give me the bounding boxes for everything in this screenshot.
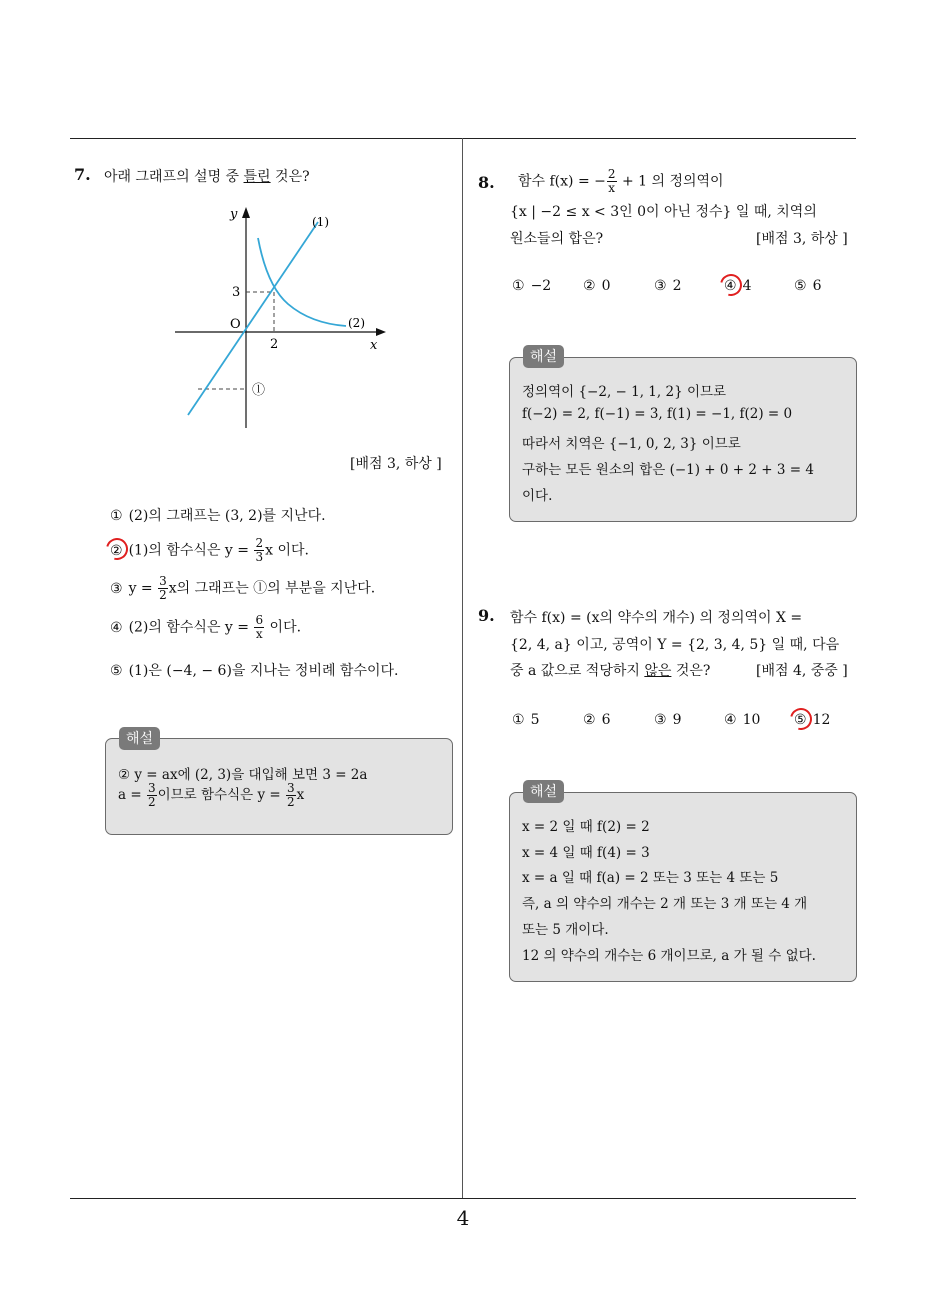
choice-mark: ③ bbox=[654, 278, 667, 294]
choice-text: 9 bbox=[672, 712, 682, 728]
curve-2-label: (2) bbox=[348, 316, 365, 330]
y-axis-arrow-icon bbox=[242, 207, 250, 218]
tick-label-2: 2 bbox=[270, 337, 279, 352]
q9-choice-1[interactable] bbox=[512, 712, 539, 728]
q7-meta: [배점 3, 하상 ] bbox=[350, 456, 442, 472]
q9-solution-line-6: 12 의 약수의 개수는 6 개이므로, a 가 될 수 없다. bbox=[522, 948, 816, 964]
q9-line-1: 함수 f(x) = (x의 약수의 개수) 의 정의역이 X = bbox=[510, 610, 803, 626]
choice-text: 2 bbox=[672, 278, 682, 294]
choice-text-pre: (2)의 함수식은 y = bbox=[128, 619, 254, 636]
choice-mark: ② bbox=[583, 278, 596, 294]
q9-solution-tag: 해설 bbox=[523, 780, 564, 803]
choice-mark: ④ bbox=[724, 278, 737, 294]
choice-text-pre: y = bbox=[128, 580, 158, 597]
choice-text-post: 이다. bbox=[265, 619, 302, 636]
y-axis-label: y bbox=[230, 207, 238, 222]
choice-text: 10 bbox=[742, 712, 761, 728]
choice-text: (1)은 (−4, − 6)을 지나는 정비례 함수이다. bbox=[128, 663, 399, 679]
q7-choice-2[interactable] bbox=[110, 537, 309, 564]
choice-text: −2 bbox=[530, 278, 552, 294]
q7-choice-3[interactable] bbox=[110, 575, 375, 602]
frac-den: 2 bbox=[286, 795, 295, 809]
q9-solution-line-5: 또는 5 개이다. bbox=[522, 922, 609, 938]
q7-solution-line-2 bbox=[118, 782, 304, 809]
frac-den: 3 bbox=[255, 550, 264, 564]
choice-mark: ⑤ bbox=[794, 278, 807, 294]
fraction bbox=[147, 782, 157, 809]
q8-solution-line-4: 구하는 모든 원소의 합은 (−1) + 0 + 2 + 3 = 4 bbox=[522, 462, 814, 478]
q7-choice-5[interactable] bbox=[110, 660, 398, 680]
q9-solution-line-2: x = 4 일 때 f(4) = 3 bbox=[522, 845, 650, 861]
frac-num: 2 bbox=[255, 536, 264, 550]
question-9-number: 9. bbox=[478, 606, 495, 625]
q7-graph bbox=[170, 200, 400, 435]
frac-num: 3 bbox=[159, 574, 167, 588]
question-7-stem bbox=[104, 166, 310, 186]
top-rule bbox=[70, 138, 856, 139]
fraction bbox=[254, 537, 264, 564]
fraction bbox=[158, 575, 168, 602]
q8-solution-line-3: 따라서 치역은 {−1, 0, 2, 3} 이므로 bbox=[522, 436, 741, 452]
q9-line-2: {2, 4, a} 이고, 공역이 Y = {2, 3, 4, 5} 일 때, 다음 bbox=[510, 637, 840, 653]
q9-line-3 bbox=[510, 660, 710, 680]
q9-solution-line-1: x = 2 일 때 f(2) = 2 bbox=[522, 819, 650, 835]
q7-stem-after: 것은? bbox=[270, 169, 310, 185]
q8-choice-5[interactable] bbox=[794, 278, 821, 294]
q8-meta: [배점 3, 하상 ] bbox=[756, 231, 848, 247]
q8-line-1 bbox=[518, 168, 724, 195]
choice-text: 6 bbox=[812, 278, 822, 294]
q8-line1-pre: 함수 f(x) = − bbox=[518, 173, 606, 190]
frac-den: 2 bbox=[159, 588, 167, 602]
sol-pre: a = bbox=[118, 787, 146, 803]
region-label: ⓛ bbox=[252, 383, 266, 398]
choice-text: 5 bbox=[530, 712, 540, 728]
q8-line-2: {x | −2 ≤ x < 3인 0이 아닌 정수} 일 때, 치역의 bbox=[510, 204, 817, 220]
frac-den: x bbox=[255, 627, 263, 641]
choice-mark: ⑤ bbox=[794, 712, 807, 728]
fraction bbox=[607, 168, 617, 195]
frac-den: x bbox=[608, 181, 616, 195]
q7-choice-4[interactable] bbox=[110, 614, 301, 641]
frac-num: 6 bbox=[255, 613, 264, 627]
frac-den: 2 bbox=[147, 795, 156, 809]
choice-mark: ③ bbox=[654, 712, 667, 728]
choice-mark: ③ bbox=[110, 580, 123, 597]
frac-num: 3 bbox=[147, 781, 156, 795]
q7-stem-underlined: 틀린 bbox=[243, 169, 271, 185]
choice-text: 4 bbox=[742, 278, 752, 294]
sol-post: x bbox=[296, 787, 305, 803]
q9-line3-pre: 중 a 값으로 적당하지 bbox=[510, 663, 645, 679]
fraction bbox=[254, 614, 264, 641]
q8-solution-tag: 해설 bbox=[523, 345, 564, 368]
answer-circle-mark bbox=[716, 270, 746, 300]
page-number: 4 bbox=[456, 1206, 470, 1230]
column-divider bbox=[462, 138, 463, 1198]
choice-mark: ② bbox=[583, 712, 596, 728]
choice-text-pre: (1)의 함수식은 y = bbox=[128, 542, 254, 559]
choice-mark: ④ bbox=[110, 619, 123, 636]
question-7-number: 7. bbox=[74, 165, 91, 184]
choice-text: 0 bbox=[601, 278, 611, 294]
q9-line3-post: 것은? bbox=[671, 663, 711, 679]
choice-mark: ④ bbox=[724, 712, 737, 728]
q8-line-3: 원소들의 합은? bbox=[510, 231, 604, 247]
choice-text: (2)의 그래프는 (3, 2)를 지난다. bbox=[128, 508, 326, 524]
x-axis-arrow-icon bbox=[376, 328, 386, 336]
q9-solution-line-4: 즉, a 의 약수의 개수는 2 개 또는 3 개 또는 4 개 bbox=[522, 896, 808, 912]
choice-text-post: x 이다. bbox=[265, 542, 309, 559]
q9-meta: [배점 4, 중중 ] bbox=[756, 663, 848, 679]
q8-solution-line-5: 이다. bbox=[522, 488, 553, 504]
tick-label-3: 3 bbox=[232, 285, 241, 300]
choice-text: 12 bbox=[812, 712, 831, 728]
choice-mark: ⑤ bbox=[110, 663, 123, 679]
frac-num: 3 bbox=[286, 781, 295, 795]
frac-num: 2 bbox=[607, 167, 616, 181]
choice-mark: ① bbox=[512, 278, 525, 294]
q7-solution-tag: 해설 bbox=[119, 727, 160, 750]
choice-mark: ① bbox=[512, 712, 525, 728]
q7-stem-before: 아래 그래프의 설명 중 bbox=[104, 169, 244, 185]
q7-solution-line-1: ② y = ax에 (2, 3)을 대입해 보면 3 = 2a bbox=[118, 767, 368, 783]
curve-1-label: (1) bbox=[312, 215, 329, 229]
question-8-number: 8. bbox=[478, 173, 495, 192]
choice-mark: ① bbox=[110, 508, 123, 524]
choice-text-post: x의 그래프는 ⓛ의 부분을 지난다. bbox=[168, 580, 376, 597]
choice-mark: ② bbox=[110, 542, 123, 559]
origin-label: O bbox=[230, 317, 241, 332]
q8-choice-1[interactable] bbox=[512, 278, 551, 294]
fraction bbox=[286, 782, 296, 809]
x-axis-label: x bbox=[370, 338, 378, 353]
q9-choice-4[interactable] bbox=[724, 712, 760, 728]
bottom-rule bbox=[70, 1198, 856, 1199]
q9-choice-2[interactable] bbox=[583, 712, 610, 728]
choice-text: 6 bbox=[601, 712, 611, 728]
q8-solution-line-1: 정의역이 {−2, − 1, 1, 2} 이므로 bbox=[522, 384, 727, 400]
answer-circle-mark bbox=[786, 704, 816, 734]
q9-choice-3[interactable] bbox=[654, 712, 681, 728]
q8-solution-line-2: f(−2) = 2, f(−1) = 3, f(1) = −1, f(2) = 0 bbox=[522, 406, 793, 422]
q8-choice-2[interactable] bbox=[583, 278, 610, 294]
q9-solution-line-3: x = a 일 때 f(a) = 2 또는 3 또는 4 또는 5 bbox=[522, 870, 779, 886]
sol-mid: 이므로 함수식은 y = bbox=[157, 787, 285, 803]
q7-choice-1[interactable] bbox=[110, 505, 326, 525]
q8-line1-post: + 1 의 정의역이 bbox=[617, 173, 724, 190]
q9-line3-underlined: 않은 bbox=[644, 663, 672, 679]
curve-2 bbox=[258, 238, 346, 326]
q8-choice-3[interactable] bbox=[654, 278, 681, 294]
